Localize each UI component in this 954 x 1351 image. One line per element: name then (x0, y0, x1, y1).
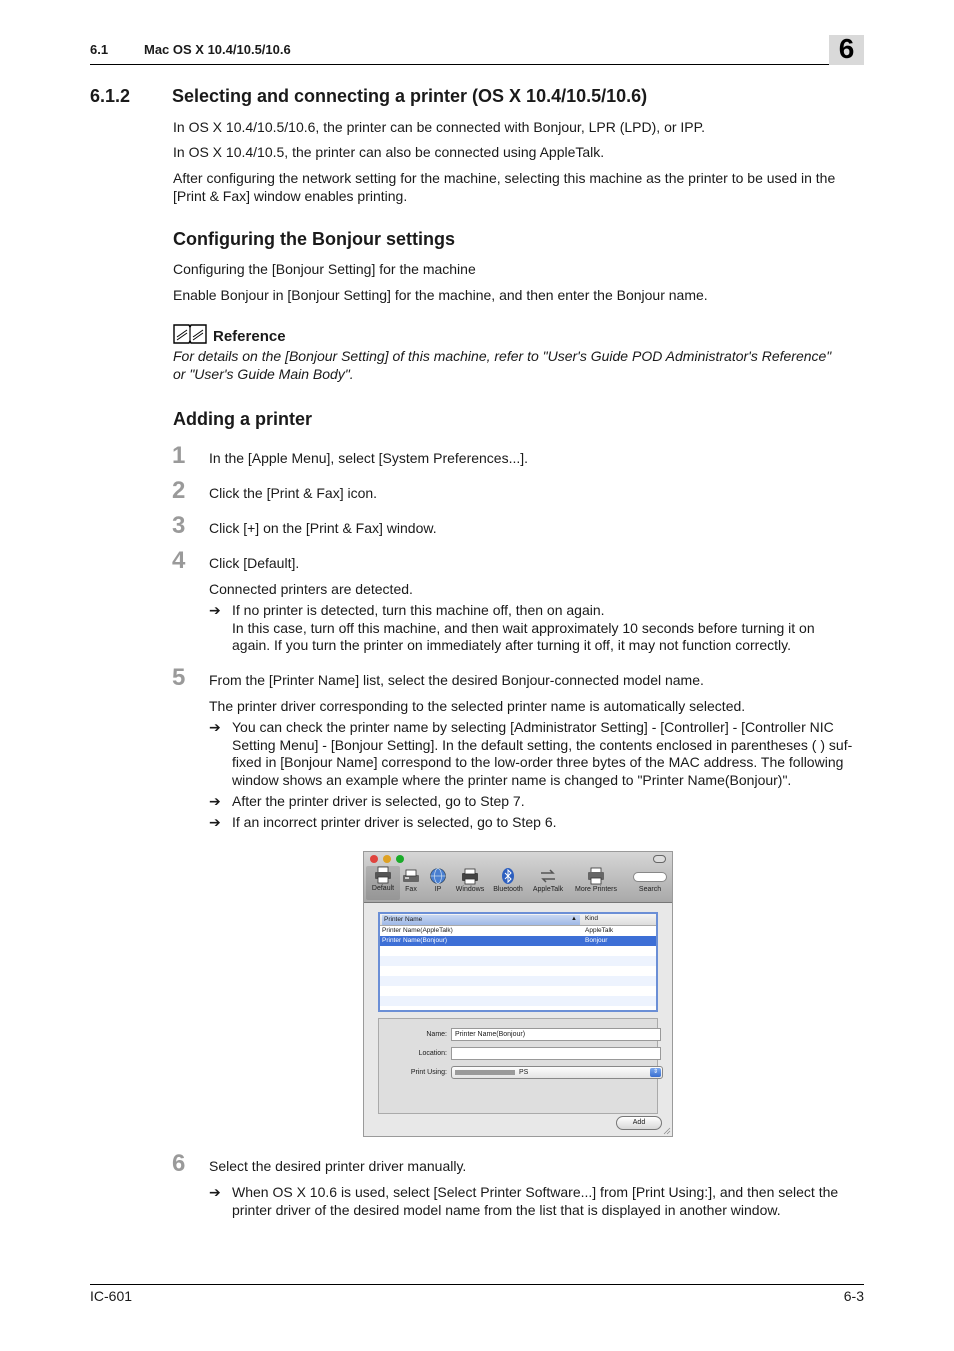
footer-page-number: 6-3 (843, 1288, 864, 1304)
step-2-number: 2 (172, 477, 186, 504)
arrow-icon: ➔ (209, 602, 221, 618)
toolbar-ip-label: IP (434, 886, 442, 893)
header-section-number: 6.1 (90, 42, 109, 57)
step-5-note-line: You can check the printer name by selecting [Administrator Setting] - [Controller] - [Controller NIC (232, 719, 834, 735)
toolbar-windows-label: Windows (455, 886, 485, 893)
step-2-text: Click the [Print & Fax] icon. (209, 485, 378, 501)
section-title-text: Selecting and connecting a printer (OS X 10.4/10.5/10.6) (172, 86, 648, 106)
step-6-note-line: When OS X 10.6 is used, select [Select Printer Software...] from [Print Using:], and then select the (232, 1184, 839, 1200)
minimize-icon[interactable] (383, 855, 391, 863)
step-3-number: 3 (172, 512, 186, 539)
empty-row (380, 986, 656, 996)
close-icon[interactable] (370, 855, 378, 863)
step-5-note-3: If an incorrect printer driver is selected, go to Step 6. (232, 814, 557, 830)
zoom-icon[interactable] (396, 855, 404, 863)
intro-line-2: In OS X 10.4/10.5, the printer can also be connected using AppleTalk. (173, 144, 605, 160)
empty-row (380, 996, 656, 1006)
step-5-note-line: fixed in [Bonjour Name] correspond to the low-order three bytes of the MAC address. The following (232, 754, 844, 770)
printer-row[interactable] (380, 926, 656, 936)
toolbar-search[interactable] (630, 867, 670, 893)
step-6-number: 6 (172, 1150, 186, 1177)
footer-model: IC-601 (90, 1288, 133, 1304)
window-toolbar (364, 852, 672, 903)
select-arrows-icon: ⇕ (650, 1068, 661, 1077)
step-4-number: 4 (172, 547, 186, 574)
step-5-text: From the [Printer Name] list, select the desired Bonjour-connected model name. (209, 672, 704, 688)
step-4-note-line: If no printer is detected, turn this machine off, then on again. (232, 602, 605, 618)
printer-list-header (380, 914, 656, 926)
bluetooth-icon (499, 867, 517, 885)
step-5-note-line: window shows an example where the printer name is changed to "Printer Name(Bonjour)". (232, 771, 792, 788)
print-using-label: Print Using: (410, 1069, 447, 1076)
empty-row (380, 966, 656, 976)
column-header-printer-name-label: Printer Name (384, 916, 423, 923)
printer-details-panel (378, 1018, 658, 1114)
toolbar-default[interactable] (366, 866, 400, 900)
reference-label: Reference (213, 328, 286, 345)
step-1-number: 1 (172, 442, 186, 469)
printer-icon (374, 866, 392, 884)
step-5-result: The printer driver corresponding to the selected printer name is automatically selected. (209, 698, 746, 714)
globe-icon (429, 867, 447, 885)
print-using-value: PS (519, 1069, 529, 1076)
footer-rule (90, 1284, 864, 1285)
step-4-note-line: In this case, turn off this machine, and then wait approximately 10 seconds before turning it on (232, 619, 815, 636)
arrow-icon: ➔ (209, 719, 221, 735)
step-6-note (232, 1184, 866, 1219)
step-4-text: Click [Default]. (209, 555, 300, 571)
book-icon (173, 322, 207, 344)
redacted-model-name (455, 1070, 515, 1075)
toolbar-toggle-icon[interactable] (653, 855, 666, 863)
column-header-kind[interactable]: Kind (585, 915, 599, 922)
windows-printer-icon (461, 867, 479, 885)
adding-heading: Adding a printer (173, 409, 312, 429)
step-5-note-1 (232, 719, 866, 789)
arrow-icon: ➔ (209, 1184, 221, 1200)
step-5-number: 5 (172, 664, 186, 691)
intro-line-1: In OS X 10.4/10.5/10.6, the printer can be connected with Bonjour, LPR (LPD), or IPP. (173, 119, 706, 135)
name-label: Name: (426, 1031, 447, 1038)
section-number: 6.1.2 (90, 86, 131, 106)
name-field[interactable]: Printer Name(Bonjour) (451, 1028, 661, 1041)
toolbar-more-printers-label: More Printers (574, 886, 617, 893)
bonjour-heading: Configuring the Bonjour settings (173, 229, 455, 249)
intro-line-4: [Print & Fax] window enables printing. (173, 188, 408, 204)
toolbar-appletalk[interactable] (528, 867, 568, 893)
search-field[interactable] (633, 872, 667, 882)
toolbar-windows[interactable] (452, 867, 488, 893)
chapter-number: 6 (838, 33, 855, 64)
toolbar-fax[interactable] (398, 867, 424, 893)
more-printers-icon (587, 867, 605, 885)
section-title (90, 86, 647, 107)
bonjour-line-2: Enable Bonjour in [Bonjour Setting] for the machine, and then enter the Bonjour name. (173, 287, 708, 303)
fax-icon (402, 867, 420, 885)
arrow-icon: ➔ (209, 814, 221, 830)
step-3-text: Click [+] on the [Print & Fax] window. (209, 520, 437, 536)
sort-arrow-icon: ▲ (571, 916, 577, 922)
toolbar-search-label: Search (638, 886, 662, 893)
print-using-select[interactable] (451, 1066, 663, 1079)
printer-row-name: Printer Name(Bonjour) (382, 937, 448, 944)
empty-row (380, 946, 656, 956)
reference-line-2: or "User's Guide Main Body". (173, 366, 354, 382)
step-6-text: Select the desired printer driver manually. (209, 1158, 467, 1174)
printer-row-kind: Bonjour (585, 937, 608, 944)
add-button[interactable]: Add (616, 1116, 662, 1130)
step-4-note-line: again. If you turn the printer on immediately after turning it off, it may not function correctly. (232, 637, 791, 653)
toolbar-more-printers[interactable] (570, 867, 622, 893)
toolbar-bluetooth[interactable] (490, 867, 526, 893)
printer-list[interactable] (378, 912, 658, 1012)
printer-row-name: Printer Name(AppleTalk) (382, 927, 453, 934)
resize-grip-icon[interactable] (663, 1127, 671, 1135)
step-4-result: Connected printers are detected. (209, 581, 413, 597)
toolbar-fax-label: Fax (405, 886, 417, 893)
step-5-note-line: Setting Menu] - [Bonjour Setting]. In the default setting, the contents enclosed in parentheses ( ) suf- (232, 736, 853, 753)
step-1-text: In the [Apple Menu], select [System Preferences...]. (209, 450, 529, 466)
printer-row-kind: AppleTalk (585, 927, 614, 934)
column-header-printer-name[interactable] (382, 915, 580, 925)
bonjour-line-1: Configuring the [Bonjour Setting] for the machine (173, 261, 476, 277)
step-6-note-line: printer driver of the desired model name from the list that is displayed in another window. (232, 1201, 781, 1218)
printer-row-selected[interactable] (380, 936, 656, 946)
running-header (90, 42, 291, 57)
header-rule (90, 64, 864, 65)
step-5-note-2: After the printer driver is selected, go to Step 7. (232, 793, 525, 809)
reference-text (173, 347, 873, 383)
header-section-title: Mac OS X 10.4/10.5/10.6 (144, 42, 291, 57)
reference-line-1: For details on the [Bonjour Setting] of this machine, refer to "User's Guide POD Administrator's Reference" (173, 348, 832, 364)
appletalk-arrows-icon (539, 867, 557, 885)
add-printer-window (363, 851, 673, 1137)
step-4-note (232, 602, 866, 655)
location-label: Location: (418, 1050, 447, 1057)
empty-row (380, 976, 656, 986)
toolbar-default-label: Default (371, 885, 395, 892)
location-field[interactable] (451, 1047, 661, 1060)
toolbar-ip[interactable] (426, 867, 450, 893)
arrow-icon: ➔ (209, 793, 221, 809)
intro-line-3: After configuring the network setting for the machine, selecting this machine as the printer to be used in the (173, 170, 836, 186)
toolbar-bluetooth-label: Bluetooth (493, 886, 523, 893)
toolbar-appletalk-label: AppleTalk (532, 886, 564, 893)
empty-row (380, 956, 656, 966)
